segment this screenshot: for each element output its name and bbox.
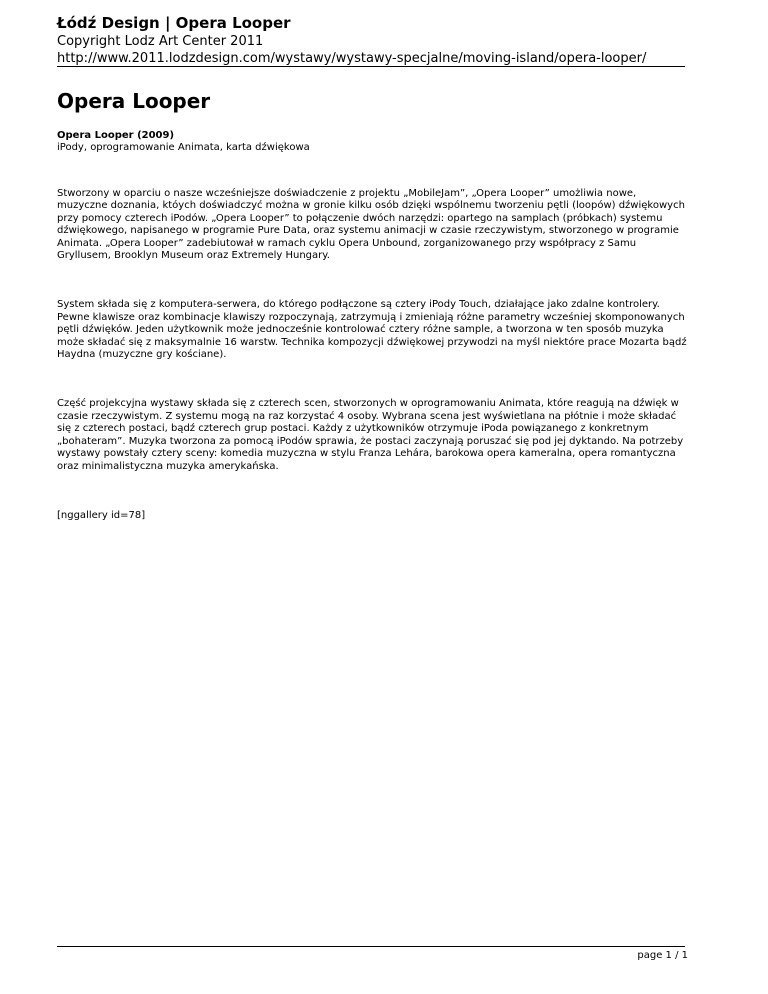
- work-materials: iPody, oprogramowanie Animata, karta dźwiękowa: [57, 142, 310, 153]
- footer-divider: [57, 946, 685, 947]
- article-content: [57, 88, 687, 522]
- page-number: page 1 / 1: [637, 950, 688, 961]
- header-divider: [57, 66, 685, 67]
- source-url: http://www.2011.lodzdesign.com/wystawy/wystawy-specjalne/moving-island/opera-looper/: [57, 51, 647, 66]
- paragraph-intro: Stworzony w oparciu o nasze wcześniejsze doświadczenie z projektu „MobileJam”, „Opera Looper” umożliwia nowe, muzyczne doznania, któych doświadczyć można w gronie kilku osób dzięki wspólnemu tworzeniu pętli (loopów) dźwiękowych przy pomocy czterech iPodów. „Opera Looper” to połączenie dwóch narzędzi: opartego na samplach (próbkach) systemu dźwiękowego, napisanego w programie Pure Data, oraz systemu animacji w czasie rzeczywistym, stworzonego w programie Animata. „Opera Looper” zadebiutował w ramach cyklu Opera Unbound, zorganizowanego przy współpracy z Samu Gryllusem, Brooklyn Museum oraz Extremely Hungary.: [57, 188, 685, 262]
- gallery-shortcode: [nggallery id=78]: [57, 509, 146, 521]
- work-title: Opera Looper (2009): [57, 130, 175, 141]
- paragraph-system: System składa się z komputera-serwera, do którego podłączone są cztery iPody Touch, działające jako zdalne kontrolery. Pewne klawisze oraz kombinacje klawiszy rozpoczynają, zatrzymują i zmieniają różne parametry wcześniej skomponowanych pętli dźwięków. Jeden użytkownik może jednocześnie kontrolować cztery różne sample, a tworzona w ten sposób muzyka może składać się z maksymalnie 16 warstw. Technika kompozycji dźwiękowej przywodzi na myśl niektóre prace Mozarta bądź Haydna (muzyczne gry kościane).: [57, 299, 687, 361]
- paragraph-projection: Część projekcyjna wystawy składa się z czterech scen, stworzonych w oprogramowaniu Animata, które reagują na dźwięk w czasie rzeczywistym. Z systemu mogą na raz korzystać 4 osoby. Wybrana scena jest wyświetlana na płótnie i może składać się z czterech postaci, bądź czterech grup postaci. Każdy z użytkowników otrzymuje iPoda powiązanego z konkretnym „bohateram”. Muzyka tworzona za pomocą iPodów sprawia, że postaci zaczynają poruszać się pod jej dyktando. Na potrzeby wystawy powstały cztery sceny: komedia muzyczna w stylu Franza Lehára, barokowa opera kameralna, opera romantyczna oraz minimalistyczna muzyka amerykańska.: [57, 398, 684, 472]
- document-header: [57, 14, 685, 67]
- copyright-line: Copyright Lodz Art Center 2011: [57, 34, 264, 49]
- site-title: Łódź Design | Opera Looper: [57, 14, 291, 32]
- page-title: Opera Looper: [57, 89, 211, 113]
